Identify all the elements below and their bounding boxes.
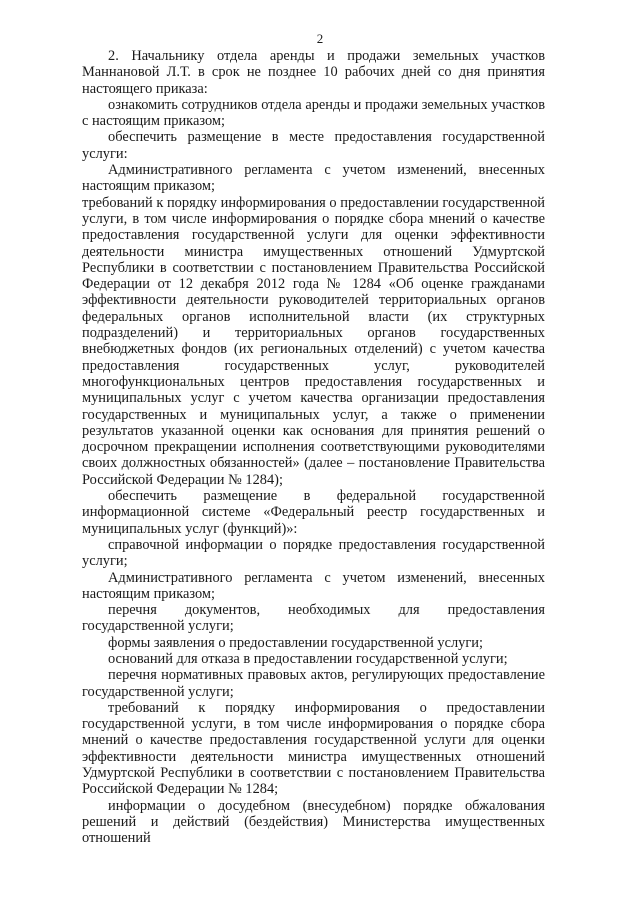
paragraph: перечня документов, необходимых для предоставления государственной услуги; xyxy=(82,602,545,635)
page-number: 2 xyxy=(316,31,324,46)
paragraph: 2. Начальнику отдела аренды и продажи земельных участков Маннановой Л.Т. в срок не позднее 10 рабочих дней со дня принятия настоящего приказа: xyxy=(82,48,545,97)
paragraph: требований к порядку информирования о предоставлении государственной услуги, в том числе информирования о порядке сбора мнений о качестве предоставления государственной услуги для оценки эффективности деятельности министра имущественных отношений Удмуртской Республики в соответствии с постановлением Правительства Российской Федерации № 1284; xyxy=(82,699,545,798)
paragraph: Административного регламента с учетом изменений, внесенных настоящим приказом; xyxy=(82,569,545,602)
paragraph: Административного регламента с учетом изменений, внесенных настоящим приказом; xyxy=(82,162,545,195)
paragraph: ознакомить сотрудников отдела аренды и продажи земельных участков с настоящим приказом; xyxy=(82,96,545,130)
paragraph: информации о досудебном (внесудебном) порядке обжалования решений и действий (бездействия) Министерства имущественных отношений xyxy=(82,797,545,847)
paragraph: обеспечить размещение в месте предоставления государственной услуги: xyxy=(82,129,545,162)
paragraph: справочной информации о порядке предоставления государственной услуги; xyxy=(82,536,545,570)
document-body xyxy=(82,48,545,847)
paragraph: формы заявления о предоставлении государственной услуги; xyxy=(108,634,483,651)
paragraph: оснований для отказа в предоставлении государственной услуги; xyxy=(108,650,508,667)
paragraph: перечня нормативных правовых актов, регулирующих предоставление государственной услуги; xyxy=(82,667,545,700)
paragraph: обеспечить размещение в федеральной государственной информационной системе «Федеральный реестр государственных и муниципальных услуг (функций)»: xyxy=(82,488,545,537)
paragraph: требований к порядку информирования о предоставлении государственной услуги, в том числе информирования о порядке сбора мнений о качестве предоставления государственной услуги для оценки эффективности деятельности министра имущественных отношений Удмуртской Республики в соответствии с постановлением Правительства Российской Федерации от 12 декабря 2012 года № 1284 «Об оценке гражданами эффективности деятельности руководителей территориальных органов федеральных органов исполнительной власти (их структурных подразделений) и территориальных органов государственных внебюджетных фондов (их региональных отделений) с учетом качества предоставления государственных услуг, руководителей многофункциональных центров предоставления государственных и муниципальных услуг с учетом качества организации предоставления государственных и муниципальных услуг, а также о применении результатов указанной оценки как основания для принятия решений о досрочном прекращении исполнения соответствующими руководителями своих должностных обязанностей» (далее – постановление Правительства Российской Федерации № 1284); xyxy=(82,194,545,488)
